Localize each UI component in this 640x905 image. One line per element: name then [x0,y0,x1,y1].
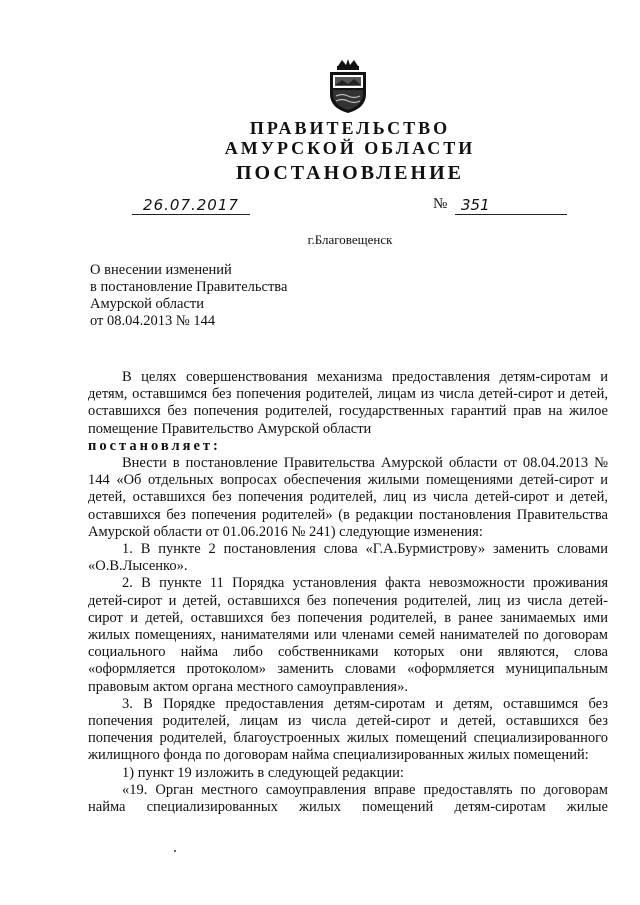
subject-line: Амурской области [90,296,204,312]
subject-line: в постановление Правительства [90,279,288,295]
body-paragraph: 2. В пункте 11 Порядка установления факта невозможности проживания детей-сирот и детей, оставшихся без попечения родителей, лиц из числа детей-сирот и детей, оставшихся без попечения родителей, в ранее занимаемых ими жилых помещениях, нанимателями или членами семей нанимателей по договорам социального найма либо собственниками которых они являются, слова «оформляется протоколом» заменить словами «оформляется муниципальным правовым актом органа местного самоуправления». [88,575,608,695]
subject-line: О внесении изменений [90,262,232,278]
body-paragraph: «19. Орган местного самоуправления вправе предоставлять по договорам найма специализированных жилых помещений детям-сиротам жилые [88,781,608,816]
body-paragraph: 1. В пункте 2 постановления слова «Г.А.Бурмистрову» заменить словами «О.В.Лысенко». [88,541,608,575]
handwritten-number: 351 [455,196,567,215]
resolution-keyword: постановляет: [88,437,221,454]
city-label: г.Благовещенск [307,232,393,247]
org-title-line2: АМУРСКОЙ ОБЛАСТИ [224,138,476,158]
body-paragraph: Внести в постановление Правительства Амурской области от 08.04.2013 № 144 «Об отдельных вопросах обеспечения жилыми помещениями детей-сирот и детей, оставшихся без попечения родителей, лиц из числа детей-сирот и детей, оставшихся без попечения родителей» (в редакции постановления Правительства Амурской области от 01.06.2016 № 241) следующие изменения: [88,455,608,540]
org-title-line1: ПРАВИТЕЛЬСТВО [249,118,451,138]
coat-of-arms-emblem [322,58,374,114]
body-paragraph: В целях совершенствования механизма предоставления детям-сиротам и детям, оставшимся без попечения родителей, лицам из числа детей-сирот и детей, оставшихся без попечения родителей, государственных гарантий прав на жилое помещение Правительство Амурской области [88,369,608,437]
handwritten-date: 26.07.2017 [132,196,250,215]
number-sign: № [433,196,448,212]
body-paragraph: 1) пункт 19 изложить в следующей редакции: [122,764,404,781]
document-body [88,369,608,816]
document-type-title: ПОСТАНОВЛЕНИЕ [236,162,464,184]
body-paragraph: 3. В Порядке предоставления детям-сиротам и детям, оставшимся без попечения родителей, лицам из числа детей-сирот и детей, оставшихся без попечения родителей, благоустроенных жилых помещений специализированного жилищного фонда по договорам найма специализированных жилых помещений: [88,695,608,764]
subject-block [90,262,287,330]
subject-line: от 08.04.2013 № 144 [90,313,216,329]
scan-speck [174,850,176,852]
